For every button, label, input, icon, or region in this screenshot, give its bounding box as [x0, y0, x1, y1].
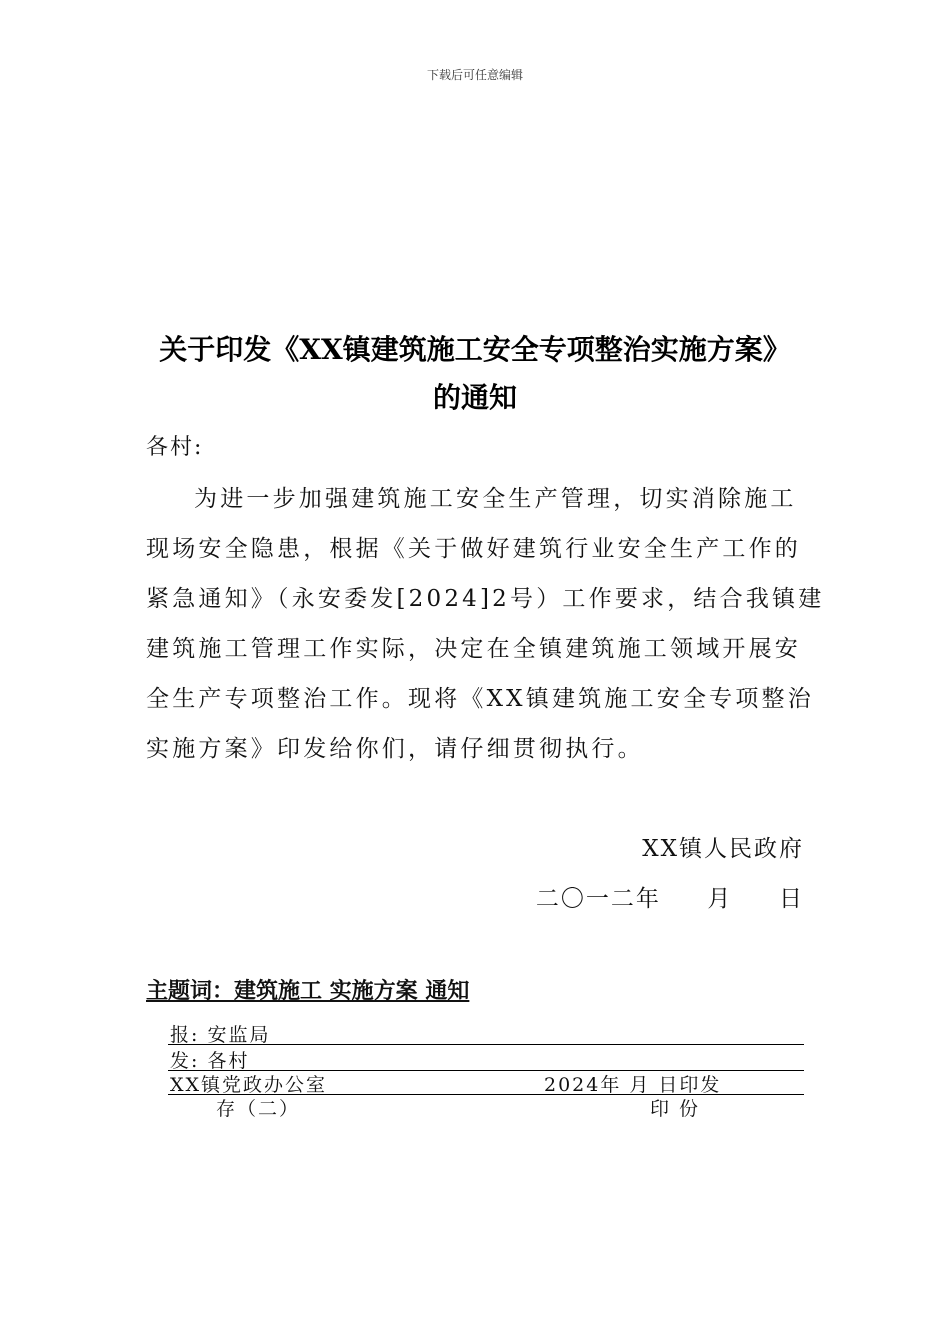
copies: 印 份 — [650, 1098, 701, 1120]
body-paragraph-line: 实施方案》印发给你们，请仔细贯彻执行。 — [146, 736, 644, 762]
distribution-report-row — [168, 1018, 804, 1045]
report-to: 报: 安监局 — [170, 1024, 271, 1046]
header-note: 下载后可任意编辑 — [426, 68, 523, 82]
issue-date: 2024年 月 日印发 — [544, 1074, 722, 1096]
archive: 存（二） — [216, 1098, 301, 1120]
keywords-label: 主题词： — [146, 979, 235, 1004]
salutation: 各村: — [146, 435, 204, 460]
body-paragraph-line: 建筑施工管理工作实际，决定在全镇建筑施工领域开展安 — [146, 636, 801, 662]
send-to: 发: 各村 — [170, 1050, 250, 1072]
signature-date: 二〇一二年 月 日 — [535, 886, 804, 912]
document-title-line-2: 的通知 — [432, 381, 517, 414]
signature-organization: XX镇人民政府 — [642, 836, 804, 862]
body-paragraph-line: 为进一步加强建筑施工安全生产管理，切实消除施工 — [194, 486, 797, 512]
body-paragraph-line: 紧急通知》（永安委发[2024]2号）工作要求，结合我镇建 — [146, 586, 825, 612]
body-paragraph-line: 现场安全隐患，根据《关于做好建筑行业安全生产工作的 — [146, 536, 801, 562]
keywords-text: 建筑施工 实施方案 通知 — [234, 979, 470, 1004]
body-paragraph-line: 全生产专项整治工作。现将《XX镇建筑施工安全专项整治 — [146, 686, 814, 712]
distribution-send-row — [168, 1044, 804, 1071]
document-title-line-1: 关于印发《XX镇建筑施工安全专项整治实施方案》 — [159, 333, 791, 366]
distribution-issuer-row — [168, 1068, 804, 1095]
subject-keywords — [146, 974, 469, 1005]
issuer: XX镇党政办公室 — [170, 1074, 328, 1096]
